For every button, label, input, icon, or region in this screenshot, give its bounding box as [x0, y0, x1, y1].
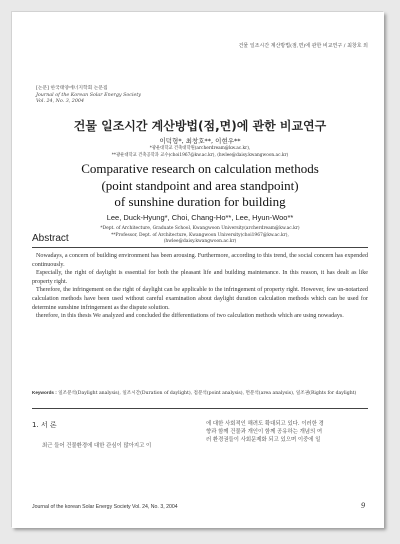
abstract-paragraph-1: Nowadays, a concern of building environment has been arousing. Furthermore, according to this trend, the social concern has expended continuously. [32, 253, 368, 268]
affiliation-ko-1: *광운대학교 건축대학원(archerdream@kw.ac.kr), [149, 146, 251, 151]
title-korean: 건물 일조시간 계산방법(점,면)에 관한 비교연구 [73, 119, 327, 133]
affiliation-en-2: **Professor, Dept. of Architecture, Kwangwoon University(choi1967@kw.ac.kr), [111, 232, 289, 238]
affiliation-en-3: (hwlee@daisy.kwangwoon.ac.kr) [163, 239, 237, 245]
title-english-line-3: of sunshine duration for building [114, 194, 286, 209]
journal-name: Journal of the Korean Solar Energy Society [36, 92, 142, 98]
journal-info [36, 86, 141, 106]
section-left-column: 최근 들어 건물환경에 대한 관심이 많아지고 이 [42, 443, 152, 449]
abstract-body [32, 252, 368, 321]
journal-category: [논문] 한국태양에너지학회 논문집 [36, 86, 108, 91]
affiliations-korean [0, 146, 400, 159]
abstract-top-rule [32, 247, 368, 248]
abstract-heading: Abstract [32, 233, 69, 244]
section-right-column [206, 420, 368, 445]
journal-volume: Vol. 24, No. 3, 2004 [36, 99, 85, 104]
title-english-line-2: (point standpoint and area standpoint) [101, 177, 299, 193]
page-number: 9 [361, 501, 365, 510]
authors-korean: 이덕형*, 최창호**, 이현우** [159, 137, 241, 145]
section-right-line-3: 러 환경권들이 사회문제화 되고 있으며 이중에 일 [206, 437, 321, 444]
keywords-bottom-rule [32, 408, 368, 409]
keywords [32, 390, 368, 398]
abstract-paragraph-3: Therefore, the infringement on the right of daylight can be applicable to the infringement of property right. However, few un-notarized calculation methods have been used without careful examination about daylight duration calculation methods which can be used for determine sunshine infringement as the dispute solution. [32, 287, 368, 311]
title-english-line-1: Comparative research on calculation methods [81, 161, 319, 176]
keywords-text: 일조분석(Daylight analysis), 일조시간(Duration of daylight), 점분석(point analysis), 면분석(area analysis), 일조권(Rights for daylight) [58, 391, 357, 396]
footer-journal: Journal of the korean Solar Energy Society Vol. 24, No. 3, 2004 [32, 504, 178, 510]
abstract-paragraph-2: Especially, the right of daylight is essential for both the pleasant life and building maintenance. In this reason, it has dealt as like property right. [32, 270, 368, 285]
running-head: 건물 일조시간 계산방법(점,면)에 관한 비교연구 / 최창호 외 [238, 43, 368, 49]
section-heading: 1. 서 론 [32, 421, 57, 429]
affiliation-en-1: *Dept. of Architecture, Graduate School, Kwangwoon University(archerdream@kw.ac.kr) [100, 226, 300, 231]
title-english [0, 161, 400, 211]
keywords-label: Keywords : [32, 390, 57, 395]
affiliation-ko-2: **광운대학교 건축공학과 교수(choi1967@kw.ac.kr), (hwlee@daisy.kwangwoon.ac.kr) [111, 152, 289, 158]
section-right-line-1: 에 대한 사회적인 해려도 확대되고 있다. 이러한 경 [206, 421, 324, 427]
abstract-paragraph-4: therefore, in this thesis We analyzed and concluded the differentiations of two calculation methods which are using nowadays. [36, 313, 344, 320]
section-right-line-2: 향과 함께 건물과 개인이 함께 공유하는 개념의 여 [206, 429, 323, 436]
authors-english: Lee, Duck-Hyung*, Choi, Chang-Ho**, Lee, Hyun-Woo** [106, 213, 294, 222]
